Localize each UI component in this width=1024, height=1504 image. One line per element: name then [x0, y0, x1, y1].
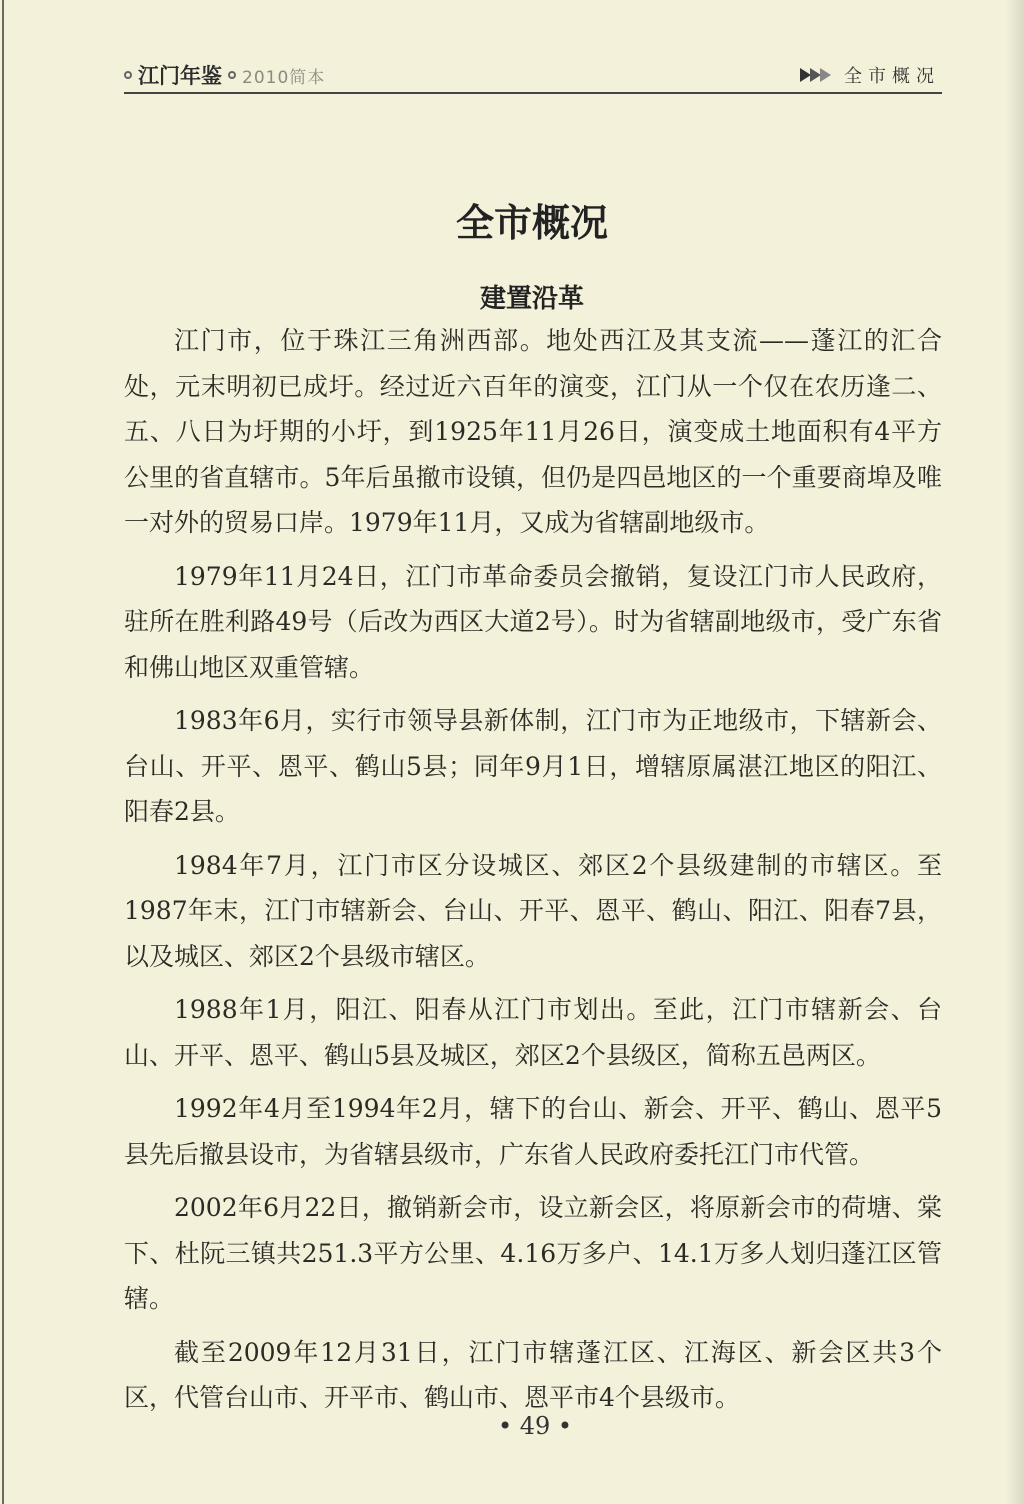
- page-title: 全市概况: [455, 200, 608, 245]
- header-section-name: 全市概况: [844, 66, 940, 87]
- section-heading: 建置沿革: [479, 284, 584, 314]
- paragraph: 1992年4月至1994年2月，辖下的台山、新会、开平、鹤山、恩平5县先后撤县设市，为省辖县级市，广东省人民政府委托江门市代管。: [124, 1094, 942, 1169]
- paragraph: 江门市，位于珠江三角洲西部。地处西江及其支流——蓬江的汇合处，元末明初已成圩。经过近六百年的演变，江门从一个仅在农历逢二、五、八日为圩期的小圩，到1925年11月26日，演变成土地面积有4平方公里的省直辖市。5年后虽撤市设镇，但仍是四邑地区的一个重要商埠及唯一对外的贸易口岸。1979年11月，又成为省辖副地级市。: [124, 326, 942, 537]
- paragraph: 2002年6月22日，撤销新会市，设立新会区，将原新会市的荷塘、棠下、杜阮三镇共251.3平方公里、4.16万多户、14.1万多人划归蓬江区管辖。: [124, 1193, 942, 1313]
- paragraph: 1988年1月，阳江、阳春从江门市划出。至此，江门市辖新会、台山、开平、恩平、鹤山5县及城区，郊区2个县级区，简称五邑两区。: [124, 995, 942, 1070]
- paragraph: 1979年11月24日，江门市革命委员会撤销，复设江门市人民政府，驻所在胜利路49号（后改为西区大道2号）。时为省辖副地级市，受广东省和佛山地区双重管辖。: [124, 561, 942, 682]
- bullet-circle-icon: [228, 71, 236, 79]
- bullet-circle-icon: [124, 71, 132, 79]
- running-header: [124, 58, 942, 94]
- edition-label: 2010简本: [242, 67, 326, 88]
- paragraph: 截至2009年12月31日，江门市辖蓬江区、江海区、新会区共3个区，代管台山市、开平市、鹤山市、恩平市4个县级市。: [124, 1337, 942, 1412]
- paragraph: 1984年7月，江门市区分设城区、郊区2个县级建制的市辖区。至1987年末，江门市辖新会、台山、开平、恩平、鹤山、阳江、阳春7县，以及城区、郊区2个县级市辖区。: [124, 850, 942, 971]
- page-number: • 49 •: [497, 1412, 573, 1440]
- book-title: 江门年鉴: [138, 63, 222, 88]
- paragraph: 1983年6月，实行市领导县新体制，江门市为正地级市，下辖新会、台山、开平、恩平、鹤山5县；同年9月1日，增辖原属湛江地区的阳江、阳春2县。: [124, 706, 942, 826]
- header-right: [800, 62, 940, 88]
- body-text: [124, 318, 942, 1421]
- header-left: [124, 60, 325, 90]
- triple-arrow-icon: [800, 68, 830, 82]
